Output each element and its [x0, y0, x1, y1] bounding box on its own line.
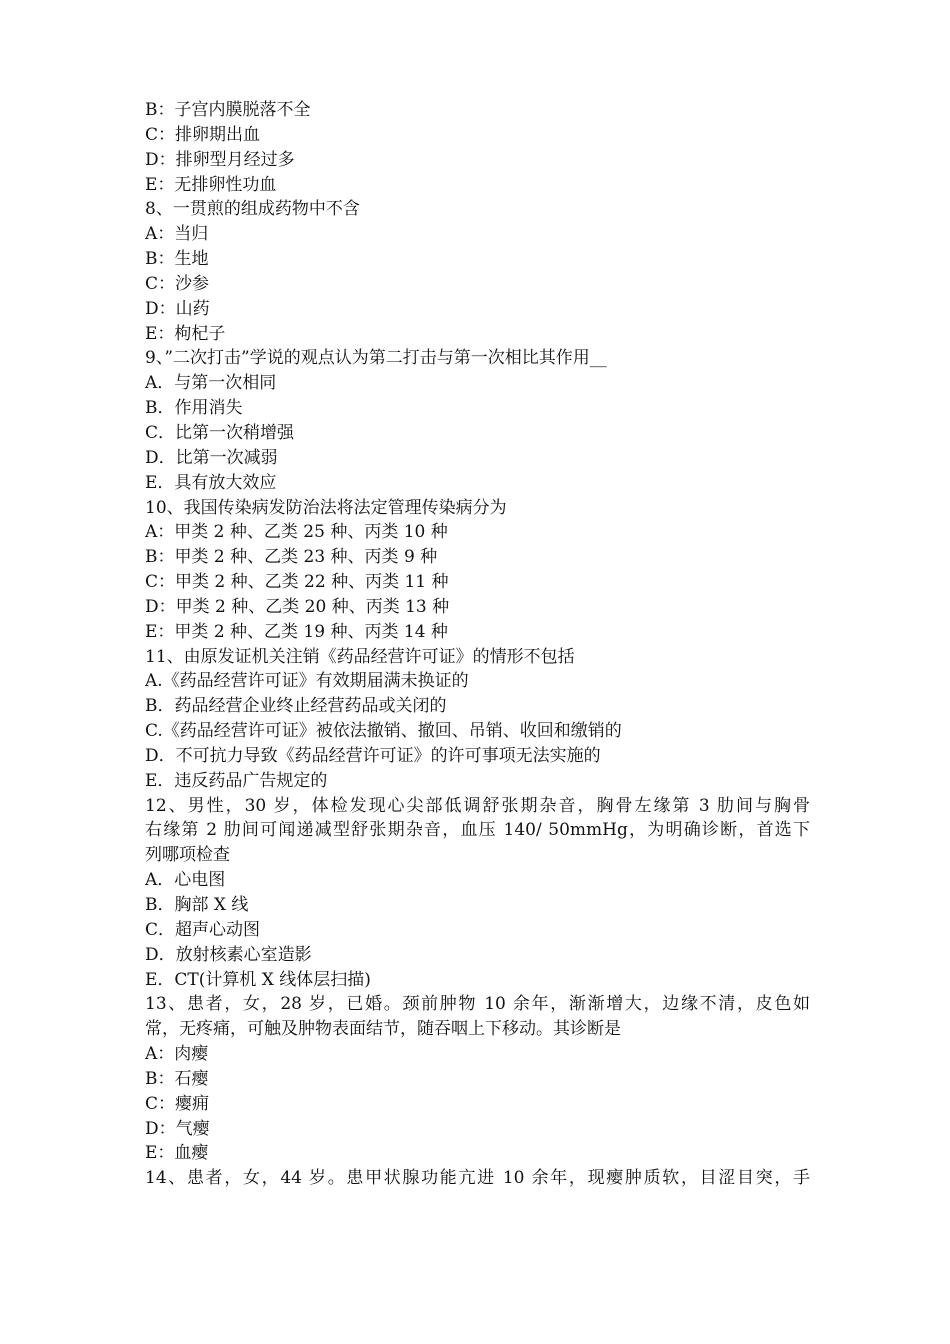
text-line: E：血瘿	[145, 1143, 209, 1164]
text-line: C.《药品经营许可证》被依法撤销、撤回、吊销、收回和缴销的	[145, 721, 622, 742]
text-line: C．比第一次稍增强	[145, 422, 295, 443]
document-body	[145, 98, 810, 1191]
text-line: 9、”二次打击”学说的观点认为第二打击与第一次相比其作用__	[145, 348, 607, 369]
text-line: A：当归	[145, 224, 209, 245]
text-line: B．药品经营企业终止经营药品或关闭的	[145, 696, 447, 717]
text-line: A：肉瘿	[145, 1044, 209, 1065]
text-line: D：排卵型月经过多	[145, 149, 295, 170]
text-line: 10、我国传染病发防治法将法定管理传染病分为	[145, 497, 507, 518]
text-line: C：排卵期出血	[145, 124, 261, 145]
text-line: E．具有放大效应	[145, 472, 277, 493]
text-line: E．违反药品广告规定的	[145, 770, 328, 791]
text-line: C．超声心动图	[145, 919, 261, 940]
text-line: D．放射核素心室造影	[145, 944, 312, 965]
text-line: A：甲类 2 种、乙类 25 种、丙类 10 种	[145, 522, 448, 543]
text-line: D：气瘿	[145, 1118, 210, 1139]
text-line: C：甲类 2 种、乙类 22 种、丙类 11 种	[145, 572, 449, 593]
text-line: D：山药	[145, 298, 210, 319]
text-line: E：枸杞子	[145, 323, 226, 344]
text-line: E：无排卵性功血	[145, 174, 277, 195]
text-line: 14、患者，女，44 岁。患甲状腺功能亢进 10 余年，现瘿肿质软，目涩目突，手	[145, 1168, 810, 1189]
text-line: 右缘第 2 肋间可闻递减型舒张期杂音，血压 140/ 50mmHg，为明确诊断，首选下	[145, 820, 810, 841]
text-line: A．心电图	[145, 870, 226, 891]
text-line: E：甲类 2 种、乙类 19 种、丙类 14 种	[145, 621, 448, 642]
text-line: D．不可抗力导致《药品经营许可证》的许可事项无法实施的	[145, 745, 601, 766]
text-line: A.《药品经营许可证》有效期届满未换证的	[145, 671, 469, 692]
text-line: 常，无疼痛，可触及肿物表面结节，随吞咽上下移动。其诊断是	[145, 1019, 621, 1040]
text-line: 列哪项检查	[145, 845, 230, 866]
text-line: 12、男性，30 岁，体检发现心尖部低调舒张期杂音，胸骨左缘第 3 肋间与胸骨	[145, 795, 810, 816]
text-line: C：瘿痈	[145, 1093, 210, 1114]
text-line: E．CT(计算机 X 线体层扫描)	[145, 969, 371, 990]
text-line: B：石瘿	[145, 1068, 209, 1089]
text-line: B：甲类 2 种、乙类 23 种、丙类 9 种	[145, 547, 438, 568]
text-line: B．作用消失	[145, 398, 243, 419]
text-line: B：子宫内膜脱落不全	[145, 100, 311, 120]
text-line: D：甲类 2 种、乙类 20 种、丙类 13 种	[145, 596, 450, 617]
text-line: C：沙参	[145, 273, 210, 294]
text-line: A．与第一次相同	[145, 373, 277, 394]
text-line: B：生地	[145, 249, 209, 270]
text-line: 8、一贯煎的组成药物中不含	[145, 199, 360, 220]
text-line: 11、由原发证机关注销《药品经营许可证》的情形不包括	[145, 646, 575, 667]
text-line: D．比第一次减弱	[145, 447, 278, 468]
text-line: B．胸部 X 线	[145, 895, 249, 915]
text-line: 13、患者，女，28 岁，已婚。颈前肿物 10 余年，渐渐增大，边缘不清，皮色如	[145, 994, 810, 1015]
